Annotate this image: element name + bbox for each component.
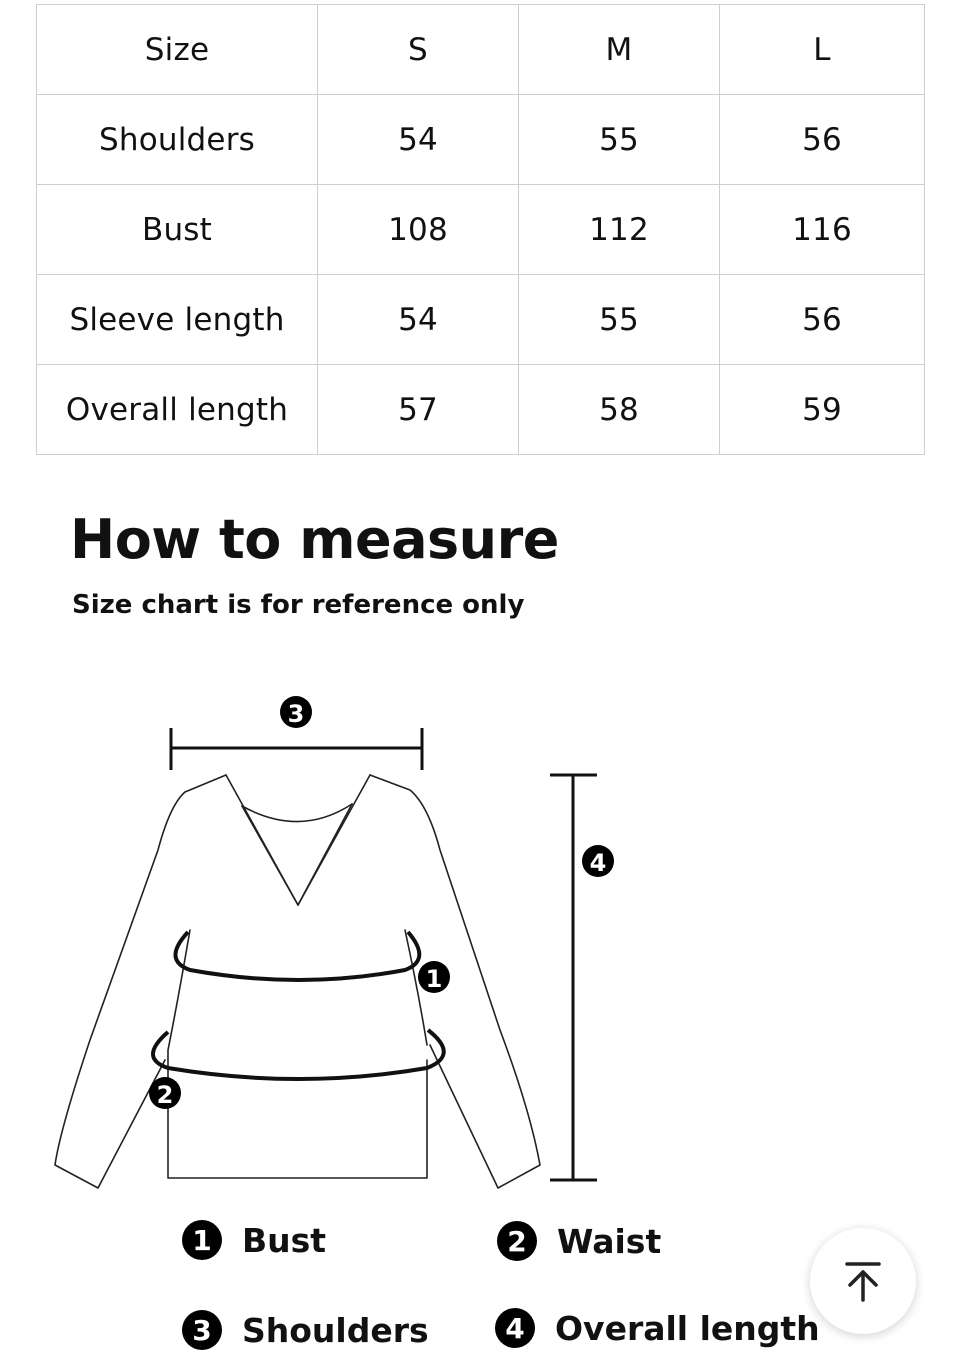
table-cell: 108 (318, 185, 519, 275)
marker-2-label: 2 (156, 1081, 174, 1109)
marker-4-label: 4 (589, 849, 607, 877)
row-label-overall-length: Overall length (37, 365, 318, 455)
overall-length-dimension-line (550, 775, 597, 1180)
header-cell-s: S (318, 5, 519, 95)
table-cell: 56 (720, 95, 925, 185)
legend-label: Waist (557, 1221, 662, 1261)
table-cell: 54 (318, 95, 519, 185)
table-cell: 55 (519, 95, 720, 185)
header-cell-size: Size (37, 5, 318, 95)
legend-label: Overall length (555, 1308, 820, 1348)
arrow-up-to-line-icon (841, 1259, 885, 1303)
how-to-measure-subtitle: Size chart is for reference only (72, 590, 525, 620)
legend-item-bust (182, 1218, 326, 1262)
legend-number-badge: 3 (182, 1310, 222, 1350)
table-row (37, 365, 925, 455)
table-cell: 59 (720, 365, 925, 455)
marker-3-label: 3 (287, 700, 305, 728)
table-row (37, 95, 925, 185)
legend-item-shoulders (182, 1308, 429, 1352)
table-header-row (37, 5, 925, 95)
header-cell-m: M (519, 5, 720, 95)
marker-2 (149, 1077, 181, 1109)
table-cell: 54 (318, 275, 519, 365)
legend-number-badge: 2 (497, 1221, 537, 1261)
table-cell: 57 (318, 365, 519, 455)
how-to-measure-title: How to measure (70, 508, 559, 571)
back-to-top-button[interactable] (810, 1228, 916, 1334)
row-label-shoulders: Shoulders (37, 95, 318, 185)
legend-item-waist (497, 1219, 661, 1263)
row-label-sleeve-length: Sleeve length (37, 275, 318, 365)
row-label-bust: Bust (37, 185, 318, 275)
marker-1 (418, 961, 450, 993)
marker-4 (582, 845, 614, 877)
table-cell: 112 (519, 185, 720, 275)
marker-3 (280, 696, 312, 728)
bust-measurement-line (175, 932, 419, 980)
table-row (37, 185, 925, 275)
table-row (37, 275, 925, 365)
legend-item-overall-length (495, 1306, 820, 1350)
shoulders-dimension-line (171, 728, 422, 770)
table-cell: 116 (720, 185, 925, 275)
marker-1-label: 1 (425, 965, 443, 993)
table-cell: 56 (720, 275, 925, 365)
legend-number-badge: 4 (495, 1308, 535, 1348)
legend-label: Shoulders (242, 1310, 429, 1350)
table-cell: 58 (519, 365, 720, 455)
header-cell-l: L (720, 5, 925, 95)
table-cell: 55 (519, 275, 720, 365)
legend-label: Bust (242, 1220, 327, 1260)
sweater-measurement-diagram (0, 680, 959, 1200)
waist-measurement-line (153, 1030, 444, 1079)
size-chart-table (36, 4, 925, 455)
legend-number-badge: 1 (182, 1220, 222, 1260)
